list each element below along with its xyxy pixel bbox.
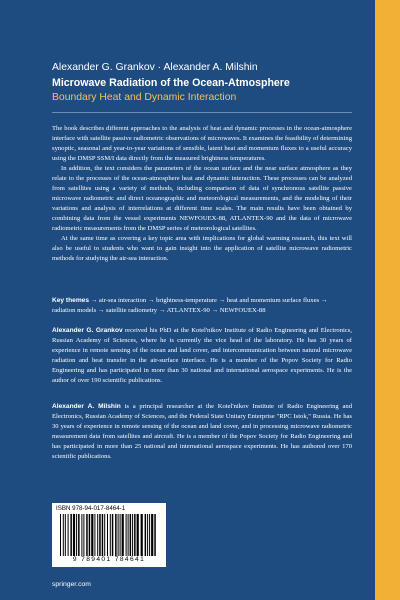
barcode-stripe — [132, 514, 133, 556]
publisher-site: springer.com — [52, 581, 91, 588]
barcode-digits: 9 789401 784641 — [72, 556, 146, 563]
barcode-stripe — [137, 514, 139, 556]
author-bio-milshin — [52, 402, 352, 462]
barcode-stripe — [70, 514, 72, 556]
barcode-stripe — [126, 514, 127, 556]
barcode-stripe — [118, 514, 119, 556]
barcode-stripe — [65, 514, 66, 556]
spine-strip — [375, 0, 400, 600]
divider — [52, 112, 352, 113]
barcode-stripe — [68, 514, 69, 556]
barcode-stripe — [128, 514, 129, 556]
book-subtitle: Boundary Heat and Dynamic Interaction — [52, 92, 237, 103]
author-bio-name: Alexander A. Milshin — [52, 403, 121, 410]
authors-line: Alexander G. Grankov · Alexander A. Milshin — [52, 62, 258, 73]
barcode-stripe — [97, 514, 98, 556]
author-bio-text: received his PhD at the Kotel'nikov Institute of Radio Engineering and Electronics, Russian Academy of Sciences, where he is currently the vice head of the laboratory. He has 30 years of experience in remote sensing of the ocean and land cover, and intercommunication between natural microwave radiation and heat transfer in the air-surface interface. He is a member of the Popov Society for Radio Engineering and has participated in more than 30 national and international aerospace experiments. He is the author of over 190 scientific publications. — [52, 327, 352, 384]
barcode-stripe — [81, 514, 82, 556]
barcode-stripe — [145, 514, 147, 556]
barcode-stripe — [151, 514, 153, 556]
barcode-stripe — [89, 514, 91, 556]
key-themes — [52, 296, 352, 316]
barcode-stripe — [60, 514, 61, 556]
author-bio-grankov — [52, 326, 352, 386]
barcode-stripe — [99, 514, 101, 556]
key-themes-heading: Key themes — [52, 297, 90, 304]
author-bio-name: Alexander G. Grankov — [52, 327, 123, 334]
barcode-stripe — [149, 514, 150, 556]
barcode-stripe — [120, 514, 121, 556]
barcode-stripe — [78, 514, 80, 556]
barcode-stripe — [91, 514, 93, 556]
barcode-stripe — [134, 514, 136, 556]
barcode-stripe — [154, 514, 156, 556]
barcode-stripe — [94, 514, 95, 556]
barcode-stripe — [110, 514, 111, 556]
barcode-stripe — [107, 514, 108, 556]
book-title: Microwave Radiation of the Ocean-Atmosphere — [52, 77, 290, 89]
barcode-stripe — [112, 514, 114, 556]
blurb-paragraph: At the same time as covering a key topic area with implications for global warming research, this text will also be useful to students who want to gain insight into the application of satellite microwave radiometric methods for studying the air-sea interaction. — [52, 235, 352, 262]
blurb — [52, 124, 352, 264]
key-themes-list: → air-sea interaction → brightness-temperature → heat and momentum surface fluxes → radiation models → satellite radiometry → ATLANTEX-90 → NEWFOUEX-88 — [52, 297, 328, 314]
isbn-barcode — [52, 503, 166, 567]
barcode-stripe — [104, 514, 105, 556]
blurb-paragraph: The book describes different approaches to the analysis of heat and dynamic processes in the ocean-atmosphere interface with satellite passive radiometric observations of microwaves. It examines the feasibility of determining synoptic, seasonal and year-to-year variations of sensible, latent heat and momentum fluxes to a useful accuracy using the DMSP SSM/I data directly from the measured brightness temperatures. — [52, 125, 352, 162]
barcode-stripe — [147, 514, 148, 556]
barcode-stripe — [130, 514, 132, 556]
barcode-stripe — [83, 514, 84, 556]
author-bio-text: is a principal researcher at the Kotel'nikov Institute of Radio Engineering and Electronics, Russian Academy of Sciences, and the Federal State Unitary Enterprise "RPC Istok," Russia. He has 30 years of experience in remote sensing of the ocean and land cover, and in processing microwave radiometric measurement data from satellites and aircraft. He is a member of the Popov Society for Radio Engineering and has participated in more than 25 national and international aerospace experiments. He has authored over 170 scientific publications. — [52, 403, 352, 460]
barcode-bars — [60, 514, 158, 556]
barcode-stripe — [73, 514, 75, 556]
isbn-label: ISBN 978-94-017-8464-1 — [56, 505, 126, 512]
barcode-stripe — [76, 514, 77, 556]
barcode-stripe — [122, 514, 124, 556]
barcode-stripe — [141, 514, 143, 556]
barcode-stripe — [115, 514, 117, 556]
barcode-stripe — [86, 514, 88, 556]
barcode-stripe — [63, 514, 64, 556]
blurb-paragraph: In addition, the text considers the parameters of the ocean surface and the near surface atmosphere as they relate to the processes of the ocean-atmosphere heat and dynamic interaction. These processes can be analyzed from satellites using a variety of methods, including comparison of data of synchronous satellite passive microwave radiometric and direct oceanographic and meteorological measurements, and the modeling of their variations and analysis of interrelations at different time scales. The main results have been obtained by combining data from the vessel experiments NEWFOUEX-88, ATLANTEX-90 and the data of microwave radiometric measurements from the DMSP series of meteorological satellites. — [52, 165, 352, 232]
barcode-stripe — [102, 514, 104, 556]
